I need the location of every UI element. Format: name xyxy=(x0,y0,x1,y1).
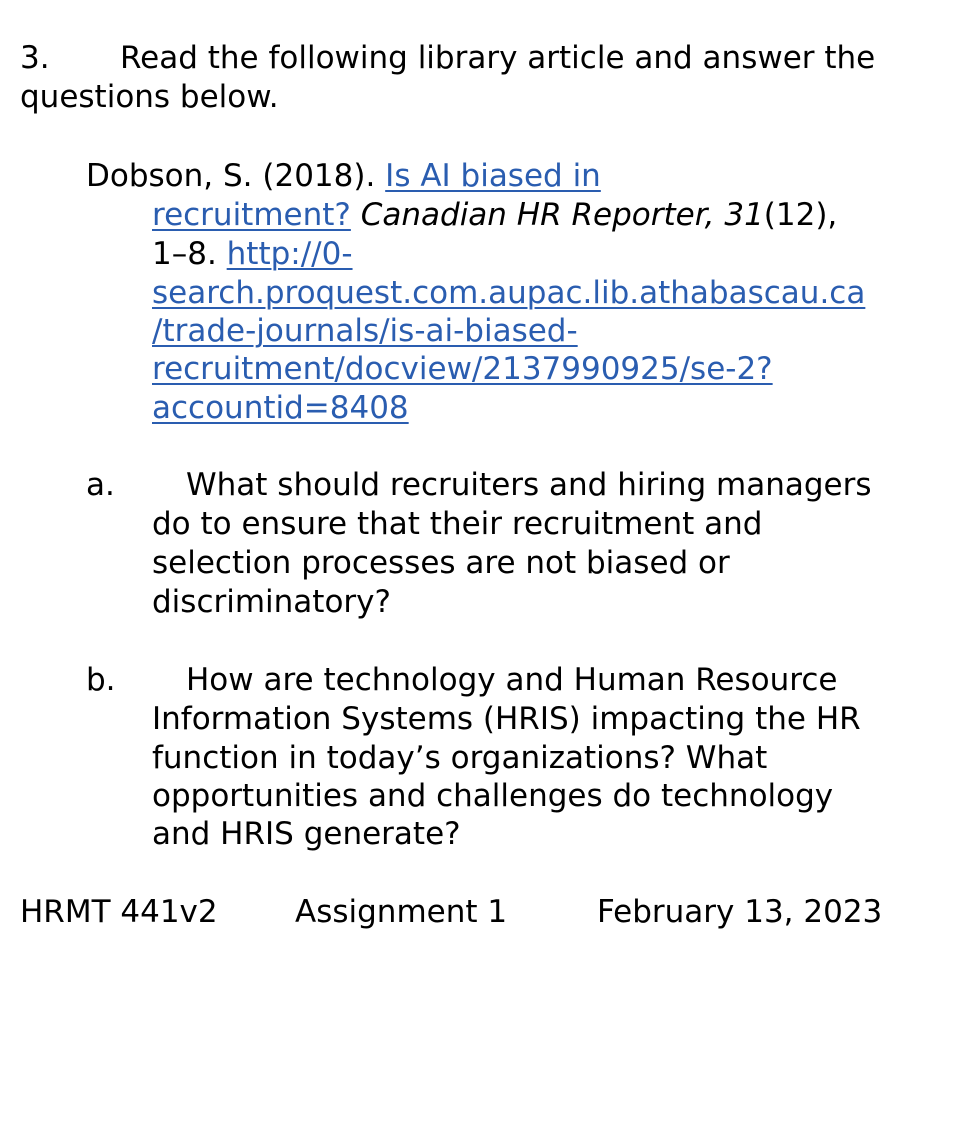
article-title-link[interactable]: Is AI biased in xyxy=(385,158,601,194)
subquestion-a-line-4: discriminatory? xyxy=(152,584,391,620)
question-intro-line-1: Read the following library article and answer the xyxy=(120,40,876,76)
question-number: 3. xyxy=(20,40,50,76)
subquestion-a-line-1: What should recruiters and hiring managers xyxy=(186,467,872,503)
article-url-link-line-5[interactable]: accountid=8408 xyxy=(152,390,409,426)
article-title-link-continued[interactable]: recruitment? xyxy=(152,197,351,233)
question-intro-line-2: questions below. xyxy=(20,79,279,115)
subquestion-b-label: b. xyxy=(86,662,116,698)
subquestion-b-line-1: How are technology and Human Resource xyxy=(186,662,838,698)
citation-pages: 1–8. xyxy=(152,236,227,272)
article-url-link-line-3[interactable]: /trade-journals/is-ai-biased- xyxy=(152,313,578,349)
subquestion-a-line-2: do to ensure that their recruitment and xyxy=(152,506,763,542)
subquestion-a-label: a. xyxy=(86,467,115,503)
article-url-link-line-2[interactable]: search.proquest.com.aupac.lib.athabascau.ca xyxy=(152,275,866,311)
journal-name: Canadian HR Reporter, 31 xyxy=(360,197,764,233)
subquestion-a-line-3: selection processes are not biased or xyxy=(152,545,730,581)
subquestion-b-line-4: opportunities and challenges do technology xyxy=(152,778,834,814)
footer-assignment: Assignment 1 xyxy=(295,894,508,930)
footer-course: HRMT 441v2 xyxy=(20,894,218,930)
subquestion-b-line-2: Information Systems (HRIS) impacting the HR xyxy=(152,701,861,737)
citation-author-year: Dobson, S. (2018). xyxy=(86,158,386,194)
subquestion-b-line-3: function in today’s organizations? What xyxy=(152,740,768,776)
article-url-link-line-4[interactable]: recruitment/docview/2137990925/se-2? xyxy=(152,351,773,387)
journal-issue: (12), xyxy=(763,197,838,233)
subquestion-b-line-5: and HRIS generate? xyxy=(152,816,461,852)
footer-date: February 13, 2023 xyxy=(597,894,883,930)
article-url-link[interactable]: http://0- xyxy=(226,236,353,272)
